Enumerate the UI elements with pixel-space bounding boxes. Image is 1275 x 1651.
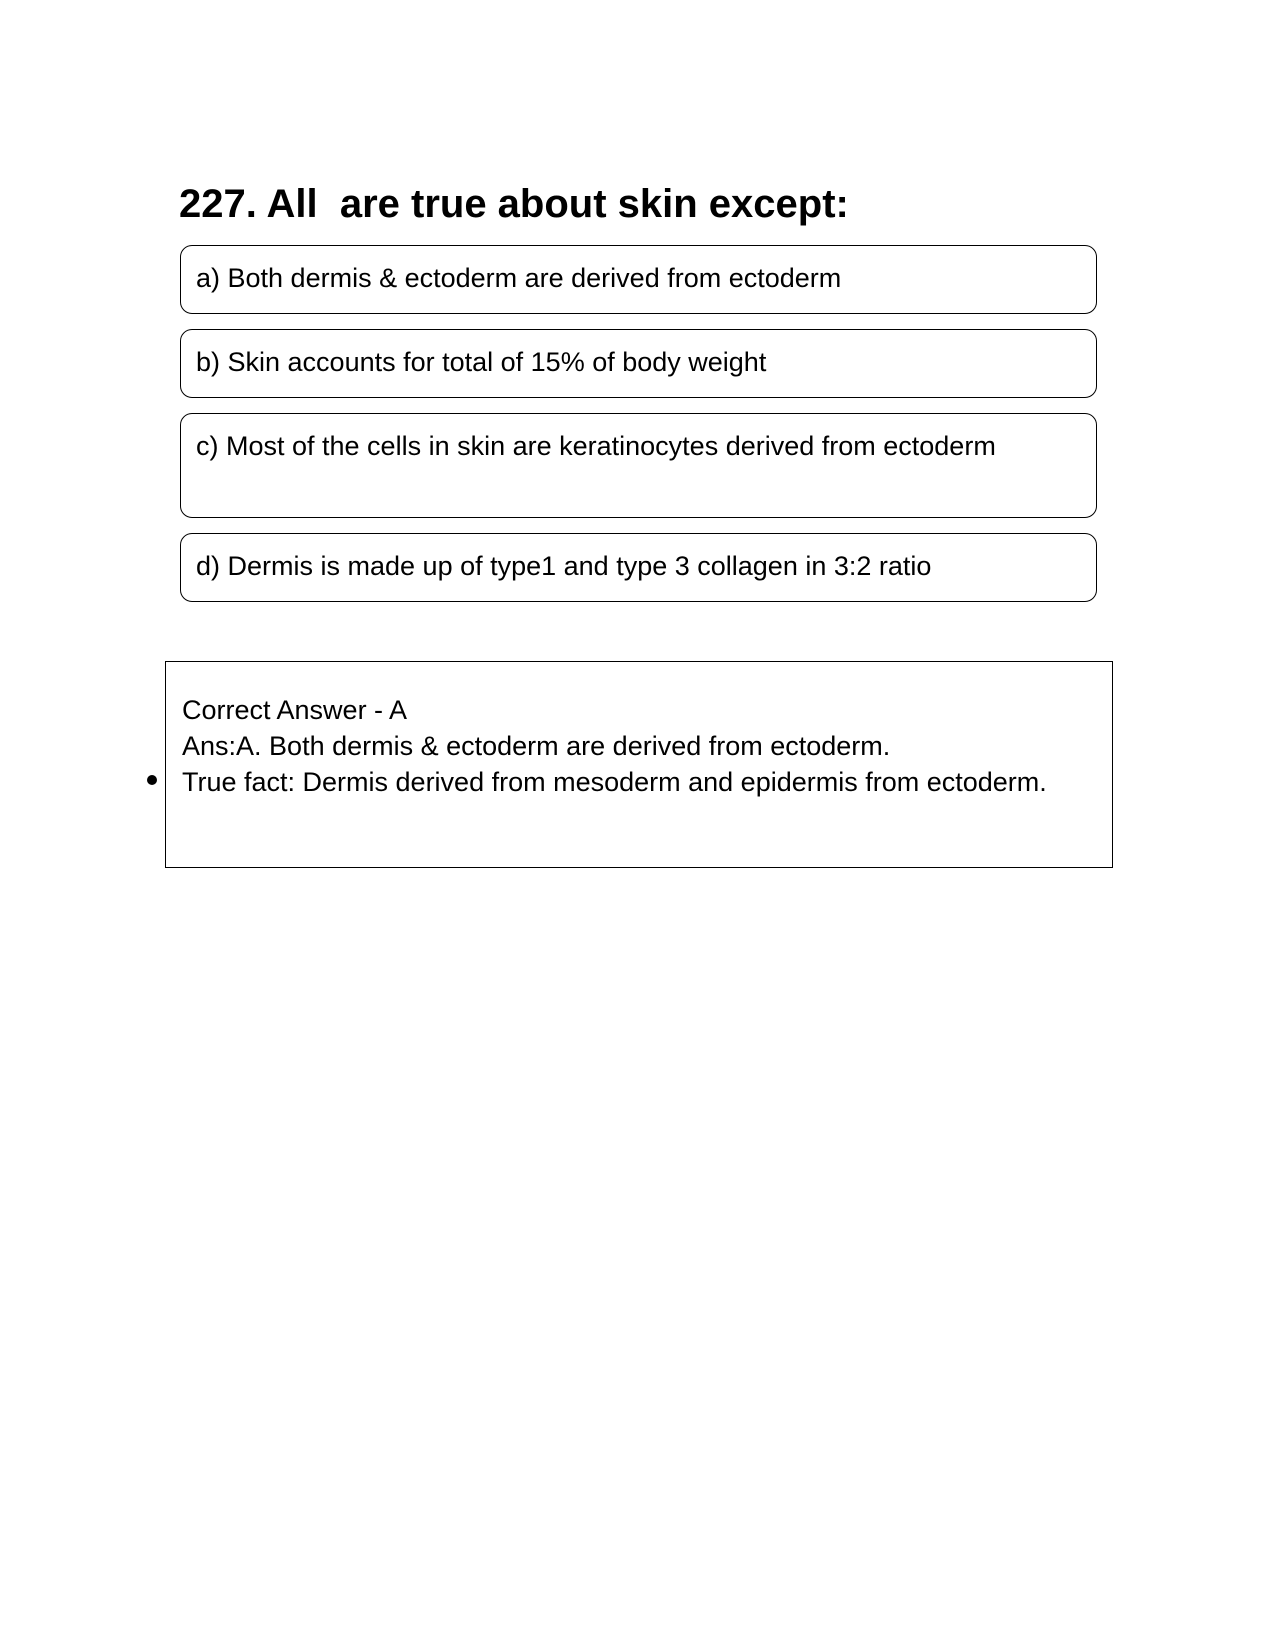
option-a-label: a) Both dermis & ectoderm are derived from ectoderm [196, 263, 842, 293]
bullet-dot-icon [147, 775, 157, 785]
answer-box [165, 661, 1113, 868]
option-b-label: b) Skin accounts for total of 15% of body weight [196, 347, 767, 377]
option-b[interactable] [180, 329, 1097, 398]
option-c-label: c) Most of the cells in skin are keratinocytes derived from ectoderm [196, 431, 996, 461]
correct-answer-label: Correct Answer - A [182, 695, 408, 725]
option-d[interactable] [180, 533, 1097, 602]
true-fact-text: True fact: Dermis derived from mesoderm and epidermis from ectoderm. [182, 767, 1047, 797]
question-title: 227. All are true about skin except: [179, 182, 849, 226]
answer-explanation: Ans:A. Both dermis & ectoderm are derived from ectoderm. [182, 731, 891, 761]
option-d-label: d) Dermis is made up of type1 and type 3 collagen in 3:2 ratio [196, 551, 932, 581]
option-a[interactable] [180, 245, 1097, 314]
option-c[interactable] [180, 413, 1097, 518]
